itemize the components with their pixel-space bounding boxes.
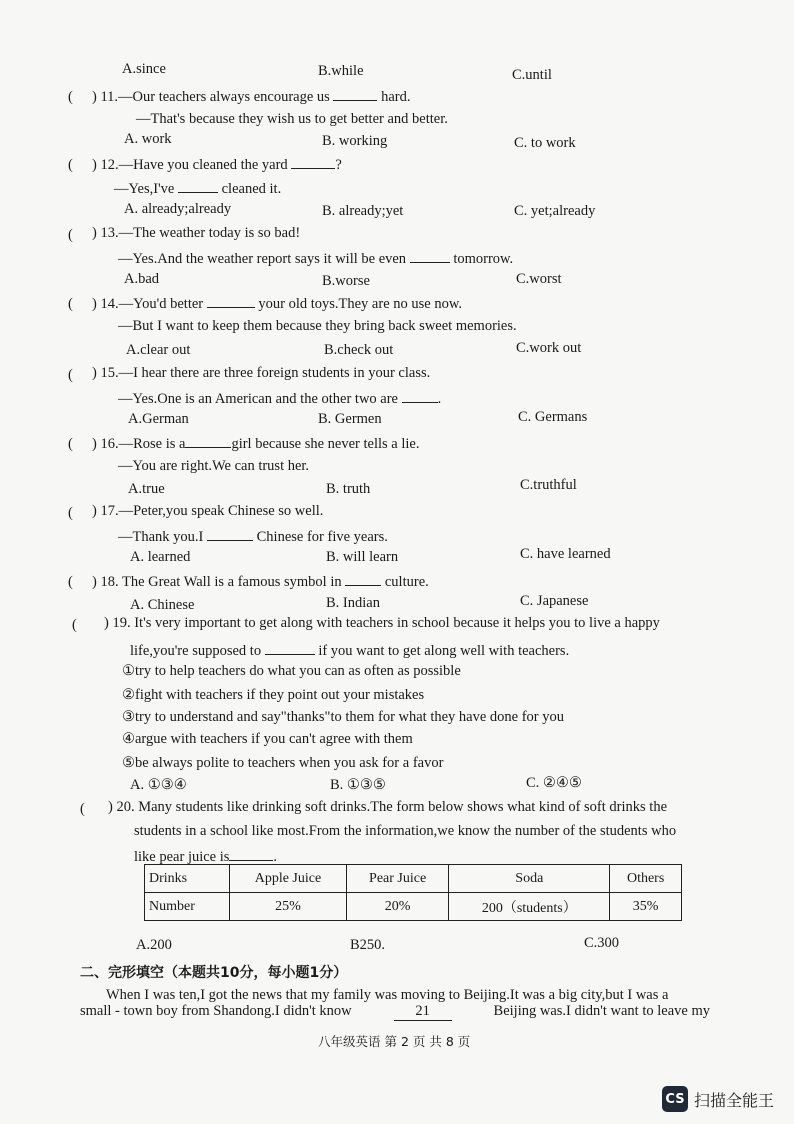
q18-option-c: C. Japanese: [520, 593, 589, 609]
watermark-text: 扫描全能王: [693, 1090, 774, 1110]
q16-option-c: C.truthful: [520, 477, 577, 493]
q13-option-b: B.worse: [322, 273, 370, 289]
q19-option-b: B. ①③⑤: [330, 777, 386, 793]
q13-option-c: C.worst: [516, 271, 562, 287]
q19-item-2: ②fight with teachers if they point out your mistakes: [122, 687, 425, 703]
q19-item-1: ①try to help teachers do what you can as often as possible: [122, 663, 461, 679]
q12-stem: ) 12.—Have you cleaned the yard ?: [92, 154, 342, 174]
q19-item-3: ③try to understand and say"thanks"to them for what they have done for you: [122, 709, 565, 725]
table-header-cell: Apple Juice: [230, 865, 347, 893]
q14-option-a: A.clear out: [126, 342, 191, 358]
q17-option-c: C. have learned: [520, 546, 611, 562]
q12-option-b: B. already;yet: [322, 203, 404, 219]
q19-item-5: ⑤be always polite to teachers when you ask for a favor: [122, 755, 444, 771]
q14-reply: —But I want to keep them because they bring back sweet memories.: [118, 318, 517, 334]
q15-option-b: B. Germen: [318, 411, 382, 427]
q15-bracket: (: [68, 367, 73, 383]
q20-option-b: B250.: [350, 937, 386, 953]
q11-bracket: (: [68, 89, 73, 105]
table-cell: 25%: [230, 893, 347, 921]
table-header-row: [145, 865, 682, 893]
q20-stem-cont2: like pear juice is .: [134, 846, 277, 866]
q18-bracket: (: [68, 574, 73, 590]
q16-option-a: A.true: [128, 481, 165, 497]
q15-option-a: A.German: [128, 411, 189, 427]
q18-option-b: B. Indian: [326, 595, 380, 611]
cloze-blank-21: 21: [394, 1002, 452, 1021]
q13-stem: ) 13.—The weather today is so bad!: [92, 225, 301, 241]
q19-bracket: (: [72, 617, 77, 633]
table-header-cell: Soda: [449, 865, 610, 893]
q19-stem: ) 19. It's very important to get along with teachers in school because it helps you to live a happy: [104, 615, 660, 631]
q20-stem-cont: students in a school like most.From the information,we know the number of the students who: [134, 823, 677, 839]
scanner-watermark: [662, 1086, 774, 1112]
q16-reply: —You are right.We can trust her.: [118, 458, 310, 474]
table-cell: 20%: [346, 893, 448, 921]
q13-option-a: A.bad: [124, 271, 160, 287]
table-header-cell: Pear Juice: [346, 865, 448, 893]
soft-drinks-table: [144, 864, 682, 921]
table-cell: 200（students）: [449, 893, 610, 921]
q20-option-c: C.300: [584, 935, 620, 951]
q19-stem-cont: life,you're supposed to if you want to get along well with teachers.: [130, 640, 569, 660]
table-cell: Number: [145, 893, 230, 921]
q20-bracket: (: [80, 801, 85, 817]
table-cell: 35%: [610, 893, 682, 921]
q15-reply: —Yes.One is an American and the other two are .: [118, 388, 441, 408]
q10-option-a: A.since: [122, 61, 166, 77]
q18-option-a: A. Chinese: [130, 597, 195, 613]
q20-option-a: A.200: [136, 937, 172, 953]
section-title-cloze: 二、完形填空（本题共10分，每小题1分）: [80, 965, 348, 981]
q19-item-4: ④argue with teachers if you can't agree with them: [122, 731, 413, 747]
q14-option-c: C.work out: [516, 340, 582, 356]
page-footer: 八年级英语 第 2 页 共 8 页: [318, 1034, 471, 1049]
table-header-cell: Drinks: [145, 865, 230, 893]
table-row: [145, 893, 682, 921]
q19-option-c: C. ②④⑤: [526, 775, 582, 791]
q15-option-c: C. Germans: [518, 409, 588, 425]
q18-stem: ) 18. The Great Wall is a famous symbol in culture.: [92, 571, 429, 591]
q12-bracket: (: [68, 157, 73, 173]
q11-option-a: A. work: [124, 131, 172, 147]
q13-reply: —Yes.And the weather report says it will be even tomorrow.: [118, 248, 513, 268]
q17-bracket: (: [68, 505, 73, 521]
q12-reply: —Yes,I've cleaned it.: [114, 178, 281, 198]
table-header-cell: Others: [610, 865, 682, 893]
q19-option-a: A. ①③④: [130, 777, 187, 793]
cloze-passage-line-2: small - town boy from Shandong.I didn't know 21 Beijing was.I didn't want to leave my: [80, 1003, 710, 1019]
q11-option-c: C. to work: [514, 135, 576, 151]
cloze-passage-line-1: When I was ten,I got the news that my family was moving to Beijing.It was a big city,but I was a: [106, 987, 669, 1003]
q10-option-c: C.until: [512, 67, 552, 83]
q14-bracket: (: [68, 296, 73, 312]
q16-bracket: (: [68, 436, 73, 452]
q11-reply: —That's because they wish us to get better and better.: [136, 111, 448, 127]
q11-stem: ) 11.—Our teachers always encourage us hard.: [92, 86, 410, 106]
q16-stem: ) 16.—Rose is a girl because she never tells a lie.: [92, 433, 419, 453]
q12-option-a: A. already;already: [124, 201, 232, 217]
q16-option-b: B. truth: [326, 481, 371, 497]
q14-option-b: B.check out: [324, 342, 394, 358]
q12-option-c: C. yet;already: [514, 203, 596, 219]
q20-stem: ) 20. Many students like drinking soft drinks.The form below shows what kind of soft drinks the: [108, 799, 668, 815]
q11-option-b: B. working: [322, 133, 388, 149]
q17-reply: —Thank you.I Chinese for five years.: [118, 526, 388, 546]
camscanner-logo: CS: [662, 1086, 688, 1112]
q13-bracket: (: [68, 227, 73, 243]
q17-stem: ) 17.—Peter,you speak Chinese so well.: [92, 503, 324, 519]
q14-stem: ) 14.—You'd better your old toys.They are no use now.: [92, 293, 462, 313]
q17-option-a: A. learned: [130, 549, 191, 565]
q17-option-b: B. will learn: [326, 549, 399, 565]
q10-option-b: B.while: [318, 63, 364, 79]
q15-stem: ) 15.—I hear there are three foreign students in your class.: [92, 365, 431, 381]
